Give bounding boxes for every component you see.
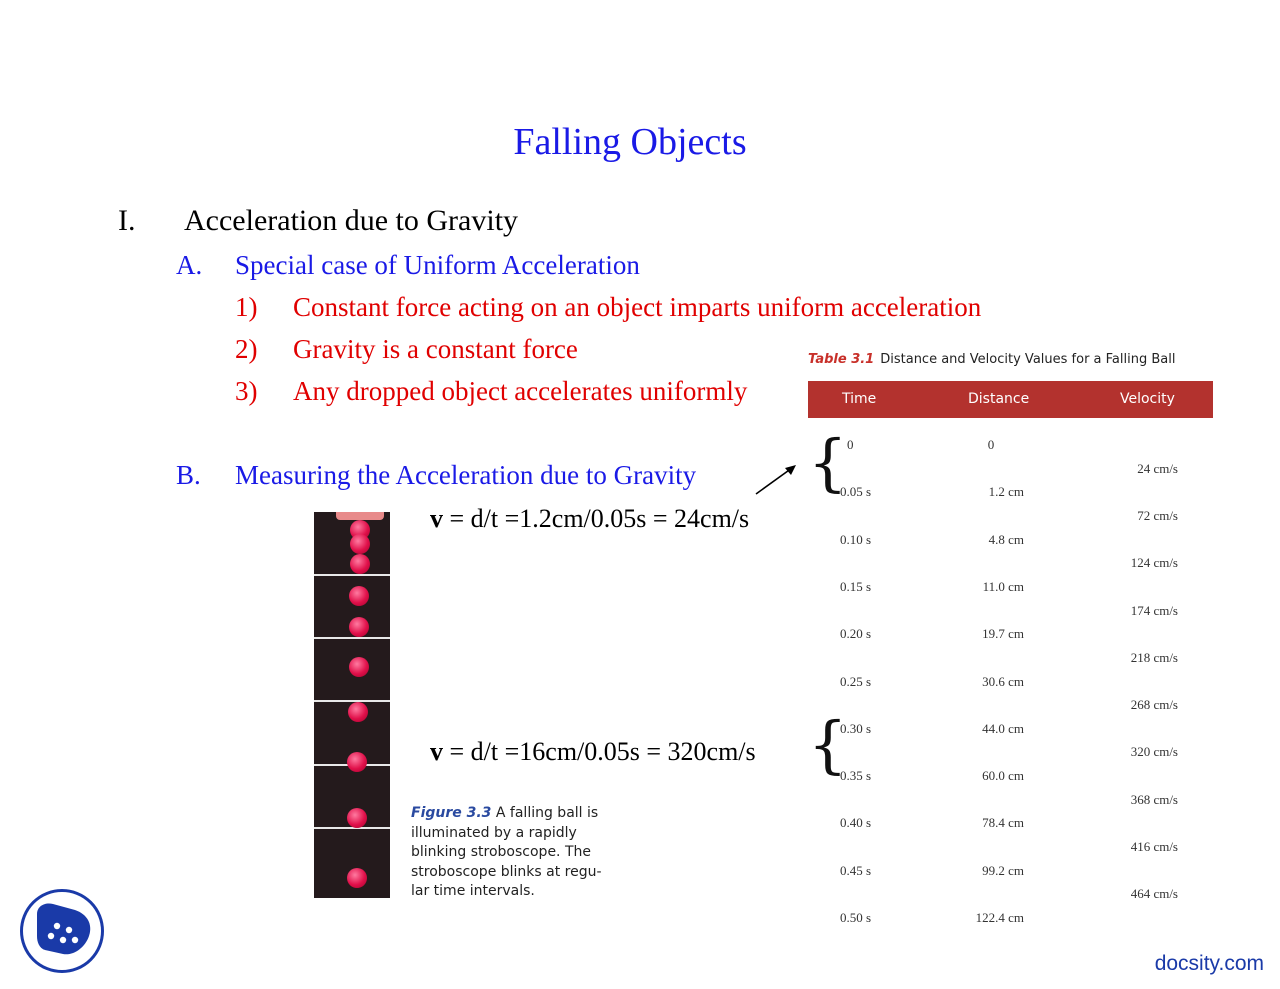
equation-2	[430, 737, 756, 767]
table-cell-time: 0	[847, 437, 854, 452]
equation-1-body: = d/t =1.2cm/0.05s = 24cm/s	[443, 504, 750, 533]
table-cell-distance: 30.6 cm	[982, 673, 1024, 689]
equation-2-var: v	[430, 737, 443, 766]
table-cell-distance: 11.0 cm	[982, 578, 1024, 594]
ball-image	[349, 617, 369, 637]
table-header	[808, 381, 1213, 418]
strobe-divider	[314, 700, 390, 702]
table-cell-velocity: 416 cm/s	[1130, 839, 1178, 854]
ball-image	[347, 868, 367, 888]
equation-1	[430, 504, 749, 534]
item-1-text: Constant force acting on an object imparts uniform acceleration	[293, 292, 982, 322]
table-cell-time: 0.10 s	[840, 531, 872, 547]
table-cell-time: 0.50 s	[840, 910, 872, 925]
ball-image	[350, 534, 370, 554]
table-header-time: Time	[842, 391, 877, 407]
table-cell-time: 0.45 s	[840, 862, 872, 878]
section-number: I.	[118, 204, 136, 237]
strobe-divider	[314, 827, 390, 829]
equation-1-var: v	[430, 504, 443, 533]
table-header-distance: Distance	[968, 391, 1030, 407]
table-cell-time: 0.30 s	[840, 720, 872, 736]
strobe-release-cap	[336, 512, 384, 520]
table-cell-velocity: 72 cm/s	[1137, 507, 1178, 523]
brace-icon: {	[808, 708, 848, 781]
table-caption	[808, 352, 1175, 367]
item-b-label: B.	[176, 460, 201, 490]
table-cell-distance: 99.2 cm	[982, 862, 1024, 878]
table-cell-distance: 122.4 cm	[975, 910, 1024, 925]
ball-image	[349, 586, 369, 606]
strobe-divider	[314, 637, 390, 639]
table-cell-distance: 19.7 cm	[982, 626, 1024, 642]
table-cell-velocity: 174 cm/s	[1130, 602, 1178, 618]
table-cell-velocity: 320 cm/s	[1130, 744, 1178, 760]
table-cell-velocity: 218 cm/s	[1130, 649, 1178, 665]
table-cell-time: 0.20 s	[840, 626, 872, 642]
ball-image	[350, 554, 370, 574]
table-cell-velocity: 124 cm/s	[1130, 555, 1178, 571]
table-cell-time: 0.15 s	[840, 578, 872, 594]
table-cell-time: 0.40 s	[840, 815, 872, 831]
table-cell-distance: 78.4 cm	[982, 815, 1024, 831]
table-cell-distance: 60.0 cm	[982, 768, 1024, 784]
strobe-photo	[314, 512, 390, 898]
ball-image	[348, 702, 368, 722]
item-3-text: Any dropped object accelerates uniformly	[293, 376, 748, 406]
item-a-label: A.	[176, 250, 203, 280]
table-cell-distance: 1.2 cm	[988, 484, 1024, 500]
strobe-divider	[314, 574, 390, 576]
table-label: Table 3.1	[808, 352, 875, 367]
equation-2-body: = d/t =16cm/0.05s = 320cm/s	[443, 737, 756, 766]
table-cell-distance: 0	[987, 437, 995, 452]
figure-caption	[411, 804, 621, 902]
ball-image	[349, 657, 369, 677]
item-1-label: 1)	[235, 292, 258, 322]
ball-image	[347, 808, 367, 828]
table-cell-velocity: 368 cm/s	[1130, 791, 1178, 807]
ball-image	[347, 752, 367, 772]
table-caption-text: Distance and Velocity Values for a Falling Ball	[880, 352, 1176, 367]
item-3-label: 3)	[235, 376, 258, 406]
table-cell-velocity: 268 cm/s	[1130, 697, 1178, 713]
table-cell-velocity: 24 cm/s	[1137, 460, 1178, 476]
table-cell-time: 0.35 s	[840, 768, 872, 784]
arrow-icon	[752, 460, 800, 498]
figure-label: Figure 3.3	[411, 805, 492, 821]
table-cell-velocity: 464 cm/s	[1130, 886, 1178, 902]
item-2-label: 2)	[235, 334, 258, 364]
figure-caption-text: A falling ball is illuminated by a rapidly blinking stroboscope. The stroboscope blinks at regu- lar time intervals.	[411, 805, 602, 899]
item-b-text: Measuring the Acceleration due to Gravity	[235, 460, 697, 490]
table-cell-time: 0.25 s	[840, 673, 872, 689]
section-title: Acceleration due to Gravity	[184, 204, 519, 237]
brace-icon: {	[808, 426, 848, 499]
table-cell-distance: 44.0 cm	[982, 720, 1024, 736]
docsity-logo	[20, 889, 104, 973]
table-cell-time: 0.05 s	[840, 484, 872, 500]
item-a-text: Special case of Uniform Acceleration	[235, 250, 640, 280]
table-header-velocity: Velocity	[1120, 391, 1175, 407]
slide-title: Falling Objects	[513, 121, 747, 163]
table-cell-distance: 4.8 cm	[988, 531, 1024, 547]
item-2-text: Gravity is a constant force	[293, 334, 578, 364]
brand-link[interactable]: docsity.com	[1154, 952, 1264, 975]
